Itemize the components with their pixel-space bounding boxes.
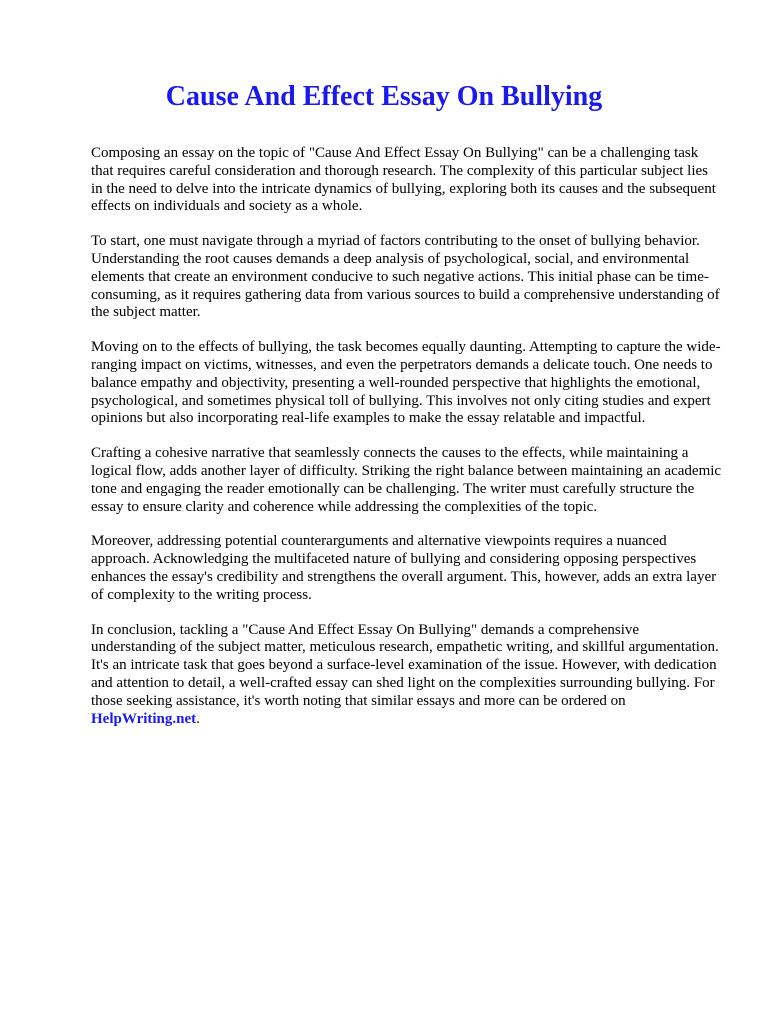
paragraph-conclusion [91, 622, 723, 729]
conclusion-text: In conclusion, tackling a "Cause And Effect Essay On Bullying" demands a comprehensive understanding of the subject matter, meticulous research, empathetic writing, and skillful argumentation. It's an intricate task that goes beyond a surface-level examination of the issue. However, with dedication and attention to detail, a well-crafted essay can shed light on the complexities surrounding bullying. For those seeking assistance, it's worth noting that similar essays and more can be ordered on [91, 621, 719, 709]
paragraph-narrative: Crafting a cohesive narrative that seamlessly connects the causes to the effects, while maintaining a logical flow, adds another layer of difficulty. Striking the right balance between maintaining an academic tone and engaging the reader emotionally can be challenging. The writer must carefully structure the essay to ensure clarity and coherence while addressing the complexities of the topic. [91, 445, 722, 515]
paragraph-intro: Composing an essay on the topic of "Cause And Effect Essay On Bullying" can be a challenging task that requires careful consideration and thorough research. The complexity of this particular subject lies in the need to delve into the intricate dynamics of bullying, exploring both its causes and the subsequent effects on individuals and society as a whole. [91, 145, 716, 215]
document-title: Cause And Effect Essay On Bullying [165, 81, 603, 112]
paragraph-counterarguments: Moreover, addressing potential counterarguments and alternative viewpoints requires a nuanced approach. Acknowledging the multifaceted nature of bullying and considering opposing perspectives enhances the essay's credibility and strengthens the overall argument. This, however, adds an extra layer of complexity to the writing process. [91, 533, 717, 603]
paragraph-causes: To start, one must navigate through a myriad of factors contributing to the onset of bullying behavior. Understanding the root causes demands a deep analysis of psychological, social, and environmental elements that create an environment conducive to such negative actions. This initial phase can be time-consuming, as it requires gathering data from various sources to build a comprehensive understanding of the subject matter. [91, 233, 720, 321]
paragraph-effects: Moving on to the effects of bullying, the task becomes equally daunting. Attempting to capture the wide-ranging impact on victims, witnesses, and even the perpetrators demands a delicate touch. One needs to balance empathy and objectivity, presenting a well-rounded perspective that highlights the emotional, psychological, and sometimes physical toll of bullying. This involves not only citing studies and expert opinions but also incorporating real-life examples to make the essay relatable and impactful. [91, 339, 721, 427]
conclusion-period: . [196, 710, 200, 727]
document-body [91, 145, 723, 745]
helpwriting-link[interactable]: HelpWriting.net [91, 710, 197, 727]
